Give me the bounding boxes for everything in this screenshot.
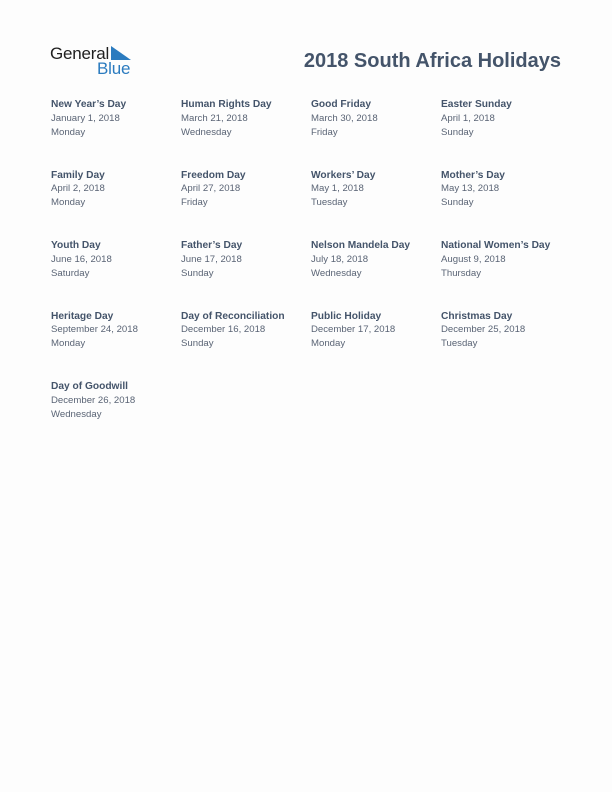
holiday-entry bbox=[441, 239, 571, 310]
page-title: 2018 South Africa Holidays bbox=[303, 50, 561, 72]
holiday-name: Day of Reconciliation bbox=[181, 310, 285, 322]
holiday-name: Public Holiday bbox=[311, 310, 382, 322]
holiday-entry bbox=[51, 239, 181, 310]
holiday-entry bbox=[311, 98, 441, 169]
holiday-weekday: Sunday bbox=[181, 338, 214, 350]
holiday-weekday: Friday bbox=[311, 126, 338, 138]
holiday-entry bbox=[51, 169, 181, 240]
holiday-entry bbox=[51, 98, 181, 169]
holiday-entry bbox=[181, 169, 311, 240]
holiday-weekday: Tuesday bbox=[311, 197, 348, 209]
holiday-weekday: Wednesday bbox=[311, 267, 362, 279]
holiday-entry bbox=[181, 310, 311, 381]
logo-text-blue: Blue bbox=[97, 59, 131, 78]
holiday-weekday: Saturday bbox=[51, 267, 90, 279]
holiday-weekday: Monday bbox=[51, 197, 86, 209]
holiday-name: Mother’s Day bbox=[441, 169, 505, 181]
holiday-date: July 18, 2018 bbox=[311, 253, 369, 265]
holiday-date: March 30, 2018 bbox=[311, 112, 378, 124]
holiday-weekday: Monday bbox=[51, 126, 86, 138]
holiday-date: June 16, 2018 bbox=[51, 253, 112, 265]
holiday-entry bbox=[181, 239, 311, 310]
holiday-entry bbox=[311, 310, 441, 381]
holiday-entry bbox=[181, 98, 311, 169]
holiday-weekday: Sunday bbox=[181, 267, 214, 279]
holiday-entry bbox=[441, 98, 571, 169]
holiday-entry bbox=[311, 169, 441, 240]
holiday-entry bbox=[441, 310, 571, 381]
holiday-date: May 1, 2018 bbox=[311, 183, 364, 195]
logo-text-general: General bbox=[50, 44, 110, 63]
holiday-date: April 1, 2018 bbox=[441, 112, 495, 124]
holiday-name: Easter Sunday bbox=[441, 99, 512, 110]
holiday-weekday: Wednesday bbox=[51, 408, 102, 420]
holiday-date: May 13, 2018 bbox=[441, 183, 500, 195]
holiday-date: April 27, 2018 bbox=[181, 183, 241, 195]
holiday-weekday: Thursday bbox=[441, 267, 481, 279]
holiday-entry bbox=[51, 310, 181, 381]
holiday-name: Youth Day bbox=[51, 240, 101, 251]
holiday-name: Good Friday bbox=[311, 99, 371, 110]
holiday-name: Christmas Day bbox=[441, 310, 513, 322]
holiday-name: Day of Goodwill bbox=[51, 381, 128, 392]
holiday-weekday: Wednesday bbox=[181, 126, 232, 138]
holiday-weekday: Sunday bbox=[441, 126, 474, 138]
holiday-entry bbox=[441, 169, 571, 240]
holiday-date: December 17, 2018 bbox=[311, 324, 396, 336]
brand-logo bbox=[50, 44, 134, 78]
holiday-name: Nelson Mandela Day bbox=[311, 240, 411, 251]
holiday-weekday: Monday bbox=[311, 338, 346, 350]
holiday-weekday: Friday bbox=[181, 197, 208, 209]
holiday-name: Family Day bbox=[51, 169, 105, 181]
holiday-date: June 17, 2018 bbox=[181, 253, 242, 265]
holiday-weekday: Sunday bbox=[441, 197, 474, 209]
holiday-date: January 1, 2018 bbox=[51, 112, 120, 124]
holiday-date: December 16, 2018 bbox=[181, 324, 266, 336]
holiday-grid bbox=[51, 98, 571, 451]
holiday-date: March 21, 2018 bbox=[181, 112, 248, 124]
holiday-name: Heritage Day bbox=[51, 310, 114, 322]
holiday-date: September 24, 2018 bbox=[51, 324, 138, 336]
holiday-weekday: Monday bbox=[51, 338, 86, 350]
holiday-entry bbox=[311, 239, 441, 310]
holiday-name: Freedom Day bbox=[181, 169, 246, 181]
holiday-name: Human Rights Day bbox=[181, 99, 272, 110]
holiday-date: December 25, 2018 bbox=[441, 324, 526, 336]
holiday-weekday: Tuesday bbox=[441, 338, 478, 350]
holiday-date: December 26, 2018 bbox=[51, 394, 136, 406]
holiday-name: New Year’s Day bbox=[51, 99, 127, 110]
holiday-name: Workers’ Day bbox=[311, 169, 376, 181]
holiday-name: Father’s Day bbox=[181, 240, 243, 251]
holiday-name: National Women’s Day bbox=[441, 240, 551, 251]
holiday-date: April 2, 2018 bbox=[51, 183, 105, 195]
holiday-entry bbox=[51, 380, 181, 451]
holiday-date: August 9, 2018 bbox=[441, 253, 506, 265]
